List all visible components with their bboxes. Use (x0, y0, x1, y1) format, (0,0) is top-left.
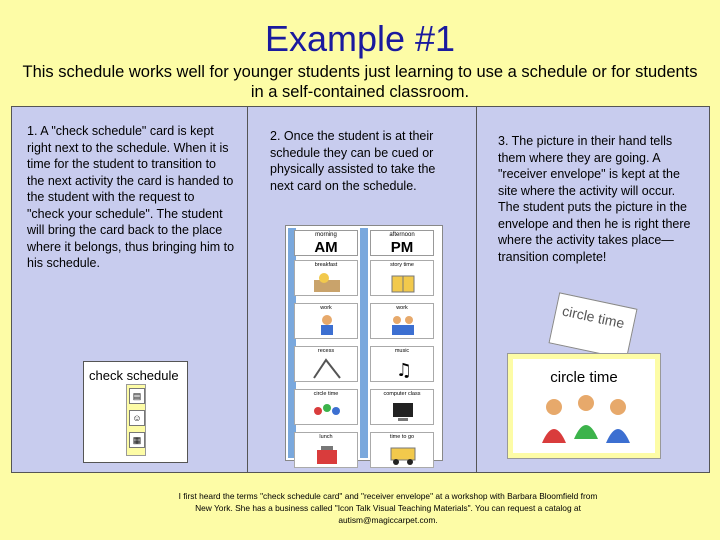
work-icon (388, 313, 418, 337)
schedule-card-label: computer class (383, 391, 421, 397)
schedule-card (370, 346, 434, 382)
schedule-card (294, 389, 358, 425)
footer-note: I first heard the terms "check schedule card" and "receiver envelope" at a workshop with Barbara Bloomfield from New York. She has a business called "Icon Talk Visual Teaching Materials". You can request a catalog at autism@magiccarpet.com. (178, 491, 598, 525)
picture-schedule (285, 225, 443, 461)
schedule-card-label: work (320, 305, 332, 311)
work-icon (312, 313, 342, 337)
schedule-icon: ▤ (129, 388, 145, 404)
receiver-envelope-card (508, 354, 660, 458)
column-divider-2 (476, 106, 477, 473)
schedule-pm-column (370, 230, 434, 475)
schedule-card-label: time to go (389, 434, 415, 440)
pm-header (370, 230, 434, 256)
schedule-card-label: music (394, 348, 410, 354)
schedule-card (294, 432, 358, 468)
step-2-text: 2. Once the student is at their schedule they can be cued or physically assisted to take the next card on the schedule. (270, 129, 436, 193)
tilted-card-label: circle time (560, 302, 626, 332)
schedule-card (294, 260, 358, 296)
schedule-card-label: circle time (313, 391, 339, 397)
am-header (294, 230, 358, 256)
check-schedule-label: check schedule (89, 368, 179, 383)
schedule-card (370, 432, 434, 468)
step-3-text: 3. The picture in their hand tells them where they are going. A "receiver envelope" is kept at the site where the activity will occur. The student puts the picture in the envelope and then he is right there where the activity takes place—transition complete! (498, 134, 691, 264)
bus-icon (388, 442, 418, 466)
page-subtitle: This schedule works well for younger students just learning to use a schedule or for students in a self-contained classroom. (22, 63, 698, 101)
schedule-card (294, 346, 358, 382)
column-divider-1 (247, 106, 248, 473)
check-schedule-card (83, 361, 188, 463)
children-circle-icon (536, 393, 636, 447)
calendar-icon: ▦ (129, 432, 145, 448)
schedule-card-label: work (396, 305, 408, 311)
schedule-card-label: story time (390, 262, 414, 268)
check-schedule-strip (126, 384, 146, 456)
envelope-card-label: circle time (550, 369, 618, 386)
person-icon: ☺ (129, 410, 145, 426)
computer-icon (388, 399, 418, 423)
schedule-am-column (294, 230, 358, 475)
lunch-icon (312, 442, 342, 466)
am-label: AM (314, 239, 338, 256)
schedule-card-label: lunch (319, 434, 333, 440)
schedule-card (294, 303, 358, 339)
am-small-label: morning (315, 232, 337, 238)
schedule-card (370, 260, 434, 296)
schedule-card-label: recess (317, 348, 335, 354)
schedule-card (370, 389, 434, 425)
svg-text:♫: ♫ (396, 360, 413, 380)
story-time-icon (388, 270, 418, 294)
recess-icon (312, 356, 342, 380)
pm-label: PM (390, 239, 414, 256)
schedule-card-label: breakfast (314, 262, 338, 268)
schedule-strip-right (360, 228, 368, 458)
circle-time-icon (312, 399, 342, 423)
page-title: Example #1 (264, 18, 456, 59)
music-icon (388, 356, 418, 380)
step-1-text: 1. A "check schedule" card is kept right next to the schedule. When it is time for the student to transition to the next activity the card is handed to the student with the request to "check your schedule". The student will bring the card back to the place where it belongs, thus bringing him to his schedule. (27, 124, 235, 270)
pm-small-label: afternoon (389, 232, 415, 238)
breakfast-icon (312, 270, 342, 294)
schedule-card (370, 303, 434, 339)
